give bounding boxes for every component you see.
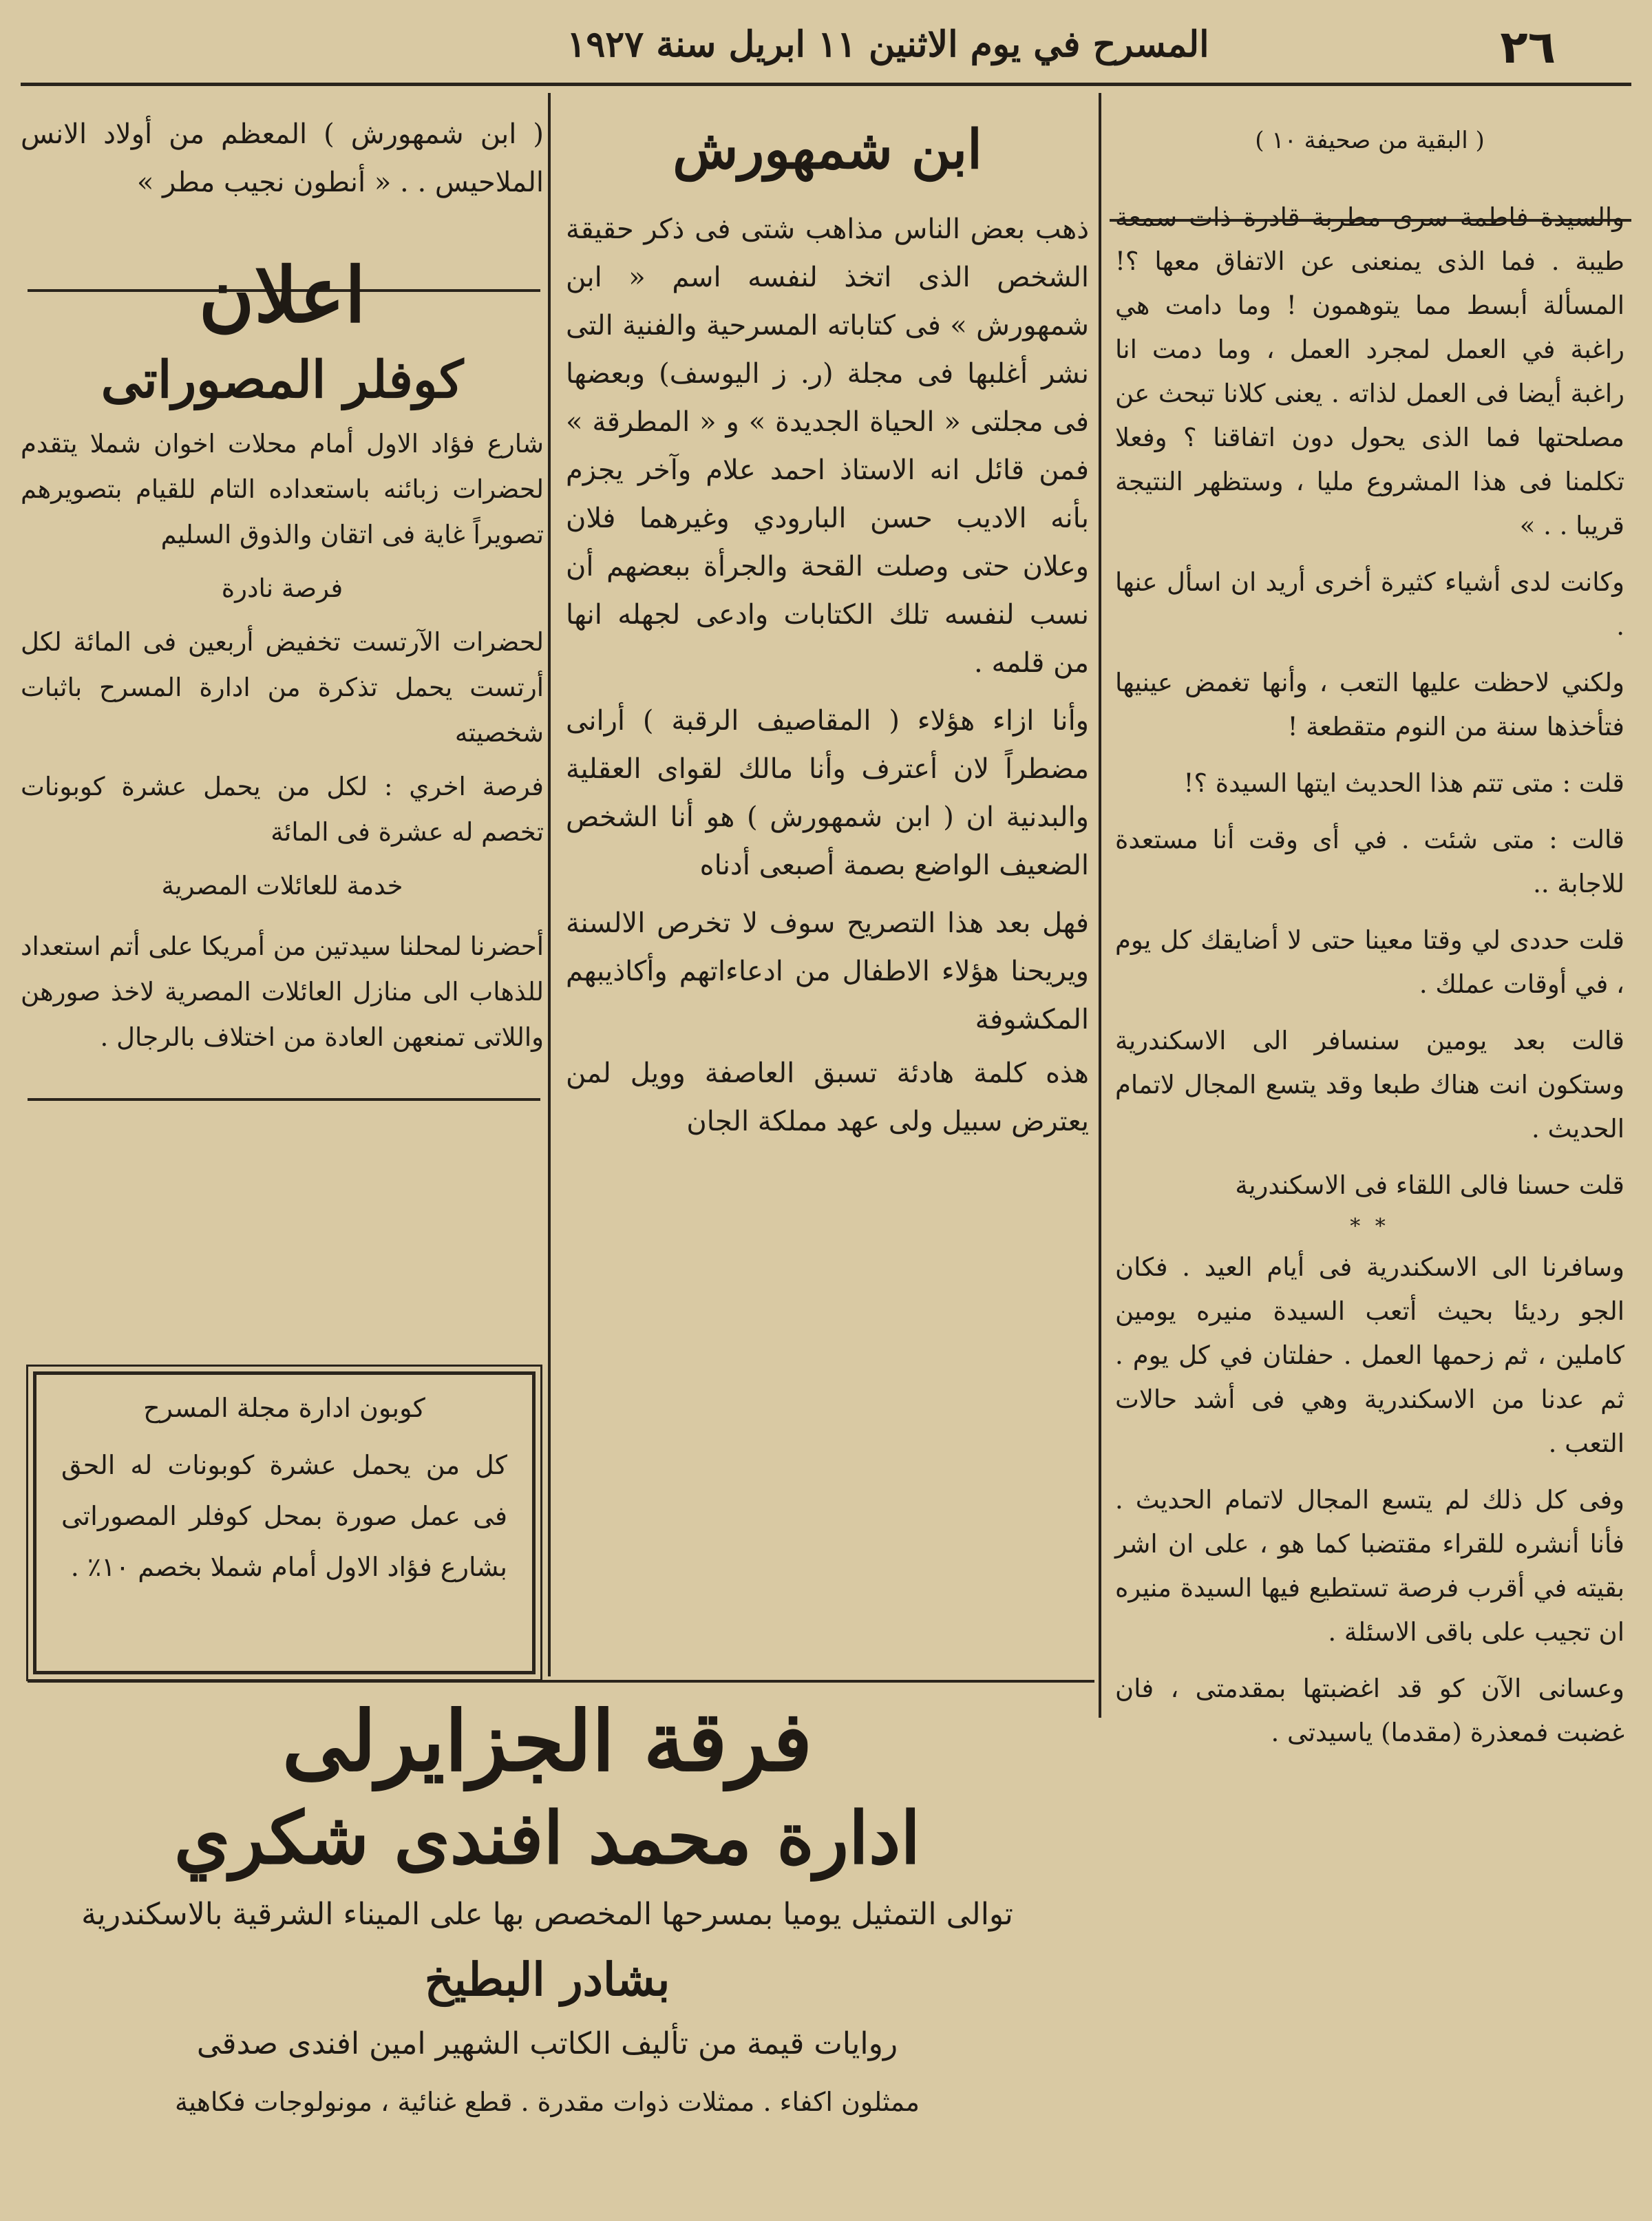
ad-offer-heading: فرصة نادرة [221, 573, 343, 603]
paragraph: قالت : متى شئت . في أى وقت أنا مستعدة للاجابة .. [1115, 825, 1624, 898]
paragraph: ذهب بعض الناس مذاهب شتى فى ذكر حقيقة الشخص الذى اتخذ لنفسه اسم « ابن شمهورش » فى كتاباته المسرحية والفنية التى نشر أغلبها فى مجلة (ر. ز اليوسف) وبعضها فى مجلتى « الحياة الجديدة » و « المطرقة » فمن قائل انه الاستاذ احمد علام وآخر يجزم بأنه الاديب حسن البارودي وغيرهما فلان وعلان حتى وصلت القحة والجرأة ببعضهم أن نسب لنفسه تلك الكتابات وادعى لجهله انها من قلمه . [566, 213, 1089, 679]
coupon-text: كل من يحمل عشرة كوبونات له الحق فى عمل صورة بمحل كوفلر المصوراتى بشارع فؤاد الاول أمام شملا بخصم ١٠٪ . [61, 1450, 507, 1582]
paragraph: وفى كل ذلك لم يتسع المجال لاتمام الحديث . فأنا أنشره للقراء مقتضبا كما هو ، على ان اشر بقيته في أقرب فرصة تستطيع فيها السيدة منيره ان تجيب على باقى الاسئلة . [1115, 1485, 1624, 1647]
paragraph: قلت حددى لي وقتا معينا حتى لا أضايقك كل يوم ، في أوقات عملك . [1115, 925, 1624, 999]
section-stars: * * [1350, 1214, 1390, 1239]
article-title: ابن شمهورش [673, 118, 982, 181]
column-rule-right [1099, 93, 1101, 1718]
paragraph: وكانت لدى أشياء كثيرة أخرى أريد ان اسأل عنها . [1115, 567, 1624, 641]
continued-from-note: ( البقية من صحيفة ١٠ ) [1255, 127, 1485, 154]
ad-paragraph: شارع فؤاد الاول أمام محلات اخوان شملا يتقدم لحضرات زبائنه باستعداده التام للقيام بتصويرهم تصويراً غاية فى اتقان والذوق السليم [21, 429, 544, 549]
ad-separator [28, 1098, 540, 1101]
ad-heading: اعلان [198, 251, 366, 339]
paragraph: قلت : متى تتم هذا الحديث ايتها السيدة ؟! [1183, 768, 1624, 798]
troupe-name: فرقة الجزايرلى [282, 1693, 813, 1790]
paragraph: وأنا ازاء هؤلاء ( المقاصيف الرقبة ) أرانى مضطراً لان أعترف وأنا مالك لقواى العقلية والبدنية ان ( ابن شمهورش ) هو أنا الشخص الضعيف الواضع بصمة أصبعى أدناه [566, 705, 1089, 881]
article-body [566, 205, 1089, 1146]
paragraph: ولكني لاحظت عليها التعب ، وأنها تغمض عينيها فتأخذها سنة من النوم متقطعة ! [1115, 668, 1624, 741]
paragraph: والسيدة فاطمة سرى مطربة قادرة ذات سمعة طيبة . فما الذى يمنعنى عن الاتفاق معها ؟! المسألة أبسط مما يتوهمون ! وما دامت هي راغبة في العمل لمجرد العمل ، وما دمت انا راغبة أيضا فى العمل لذاته . يعنى كلانا تبحث عن مصلحتها فما الذى يحول دون اتفاقنا ؟ وفعلا تكلمنا فى هذا المشروع مليا ، وستظهر النتيجة قريبا . . » [1115, 202, 1624, 540]
coupon-title: كوبون ادارة مجلة المسرح [143, 1393, 425, 1423]
ad-paragraph: فرصة اخري : لكل من يحمل عشرة كوبونات تخصم له عشرة فى المائة [21, 772, 544, 847]
signature-note: ( ابن شمهورش ) المعظم من أولاد الانس الملاحيس . . « أنطون نجيب مطر » [21, 118, 544, 198]
ad-paragraph: أحضرنا لمحلنا سيدتين من أمريكا على أتم استعداد للذهاب الى منازل العائلات المصرية لاخذ صورهن واللاتى تمنعهن العادة من اختلاف بالرجال . [21, 931, 544, 1052]
paragraph: هذه كلمة هادئة تسبق العاصفة وويل لمن يعترض سبيل ولى عهد مملكة الجان [566, 1057, 1089, 1137]
running-head: المسرح في يوم الاثنين ١١ ابريل سنة ١٩٢٧ [566, 23, 1209, 65]
masthead [21, 14, 1631, 86]
coupon-box [33, 1371, 536, 1674]
bottom-ad-separator [28, 1680, 1094, 1683]
troupe-manager: ادارة محمد افندى شكري [173, 1796, 921, 1880]
paragraph: قالت بعد يومين سنسافر الى الاسكندرية وستكون انت هناك طبعا وقد يتسع المجال لاتمام الحديث . [1115, 1026, 1624, 1144]
middle-column [566, 110, 1089, 1155]
ad-line: روايات قيمة من تأليف الكاتب الشهير امين افندى صدقى [196, 2026, 898, 2061]
signature-block [21, 110, 544, 207]
right-column [1115, 110, 1624, 1767]
ad-line: ممثلون اكفاء . ممثلات ذوات مقدرة . قطع غنائية ، مونولوجات فكاهية [175, 2087, 920, 2117]
paragraph: وسافرنا الى الاسكندرية فى أيام العيد . فكان الجو رديئا بحيث أتعب السيدة منيره يومين كاملين ، ثم زحمها العمل . حفلتان في كل يوم . ثم عدنا من الاسكندرية وهي فى أشد حالات التعب . [1115, 1252, 1624, 1458]
paragraph: وعسانى الآن كو قد اغضبتها بمقدمتى ، فان غضبت فمعذرة (مقدما) ياسيدتى . [1115, 1674, 1624, 1747]
ad-offer-heading: خدمة للعائلات المصرية [161, 871, 403, 901]
ad-studio-name: كوفلر المصوراتى [100, 350, 464, 410]
paragraph: فهل بعد هذا التصريح سوف لا تخرص الالسنة ويريحنا هؤلاء الاطفال من ادعاءاتهم وأكاذيبهم المكشوفة [566, 907, 1089, 1035]
ad-line: توالى التمثيل يوميا بمسرحها المخصص بها على الميناء الشرقية بالاسكندرية [81, 1897, 1013, 1932]
left-column [21, 110, 544, 1069]
ad-paragraph: لحضرات الآرتست تخفيض أربعين فى المائة لكل أرتست يحمل تذكرة من ادارة المسرح باثبات شخصيته [21, 627, 544, 748]
venue-name: بشادر البطيخ [424, 1952, 670, 2006]
troupe-advertisement [21, 1690, 1074, 2135]
page-number: ٢٦ [1500, 21, 1556, 74]
column-rule-left [548, 93, 551, 1676]
paragraph: قلت حسنا فالى اللقاء فى الاسكندرية [1235, 1170, 1624, 1200]
ad-body [21, 421, 544, 1060]
